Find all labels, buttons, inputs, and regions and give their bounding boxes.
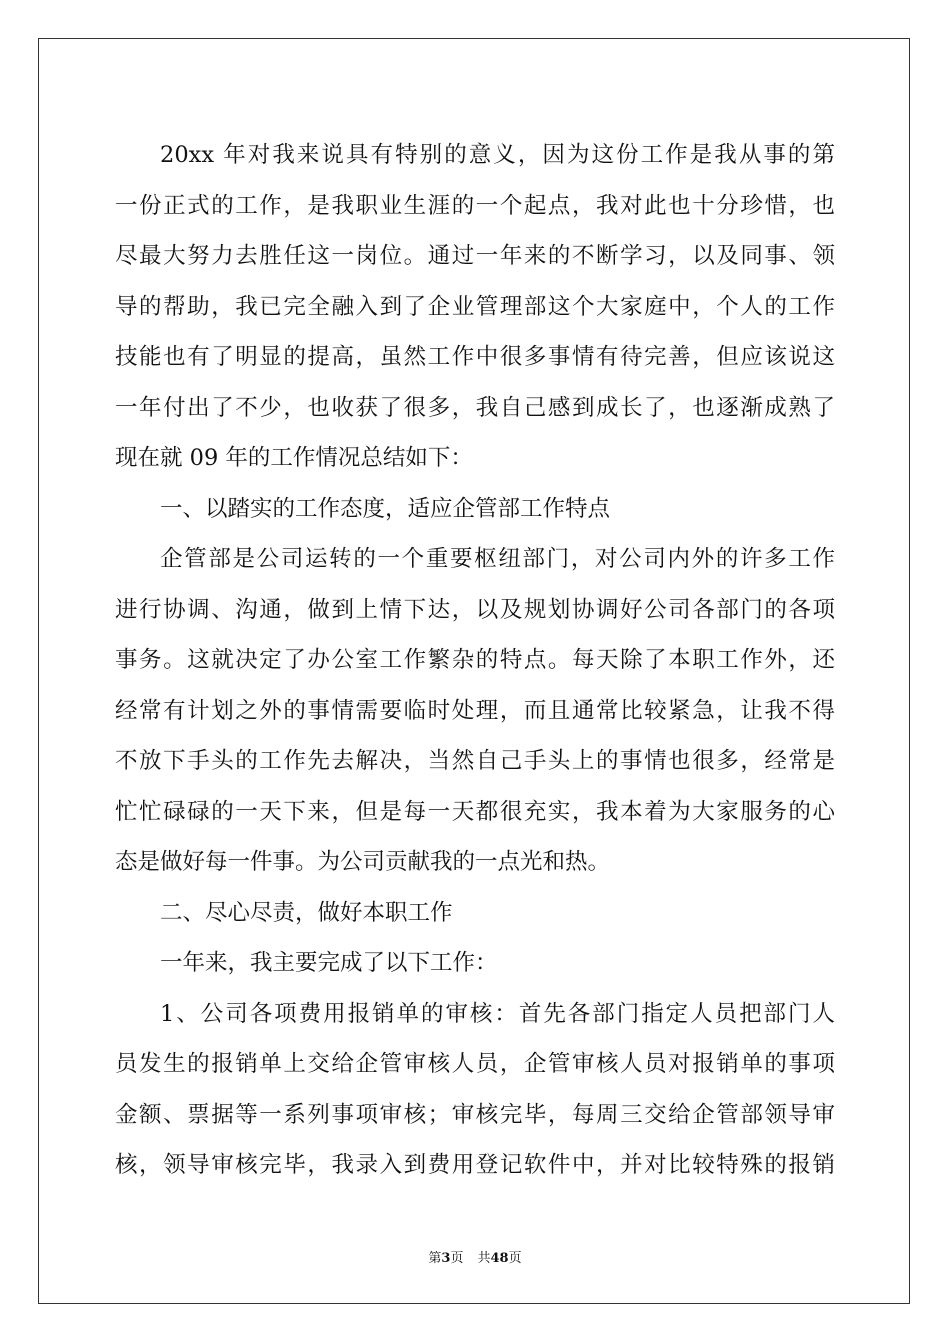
total-pages: 48	[490, 1251, 509, 1266]
text-line: 一份正式的工作，是我职业生涯的一个起点，我对此也十分珍惜，也	[115, 192, 835, 219]
text-line: 技能也有了明显的提高，虽然工作中很多事情有待完善，但应该说这	[115, 344, 835, 370]
text-line: 一年来，我主要完成了以下工作：	[160, 950, 498, 976]
text-line: 经常有计划之外的事情需要临时处理，而且通常比较紧急，让我不得	[115, 697, 835, 724]
text-line: 态是做好每一件事。为公司贡献我的一点光和热。	[115, 849, 611, 875]
section-heading: 二、尽心尽责，做好本职工作	[160, 899, 453, 926]
text-line: 不放下手头的工作先去解决，当然自己手头上的事情也很多，经常是	[115, 748, 835, 774]
footer-total-prefix: 共	[477, 1251, 491, 1266]
text-line: 现在就 09 年的工作情况总结如下：	[115, 445, 473, 471]
footer-total-suffix: 页	[508, 1251, 522, 1266]
footer-page-suffix: 页	[450, 1251, 464, 1266]
text-line: 核，领导审核完毕，我录入到费用登记软件中，并对比较特殊的报销	[115, 1152, 835, 1178]
text-line: 导的帮助，我已完全融入到了企业管理部这个大家庭中，个人的工作	[115, 293, 835, 320]
text-line: 进行协调、沟通，做到上情下达，以及规划协调好公司各部门的各项	[115, 596, 835, 623]
text-line: 员发生的报销单上交给企管审核人员，企管审核人员对报销单的事项	[115, 1051, 835, 1077]
text-line: 金额、票据等一系列事项审核；审核完毕，每周三交给企管部领导审	[115, 1101, 835, 1128]
text-line: 尽最大努力去胜任这一岗位。通过一年来的不断学习，以及同事、领	[115, 243, 835, 269]
page-number: 3	[441, 1251, 451, 1266]
text-line: 1、公司各项费用报销单的审核：首先各部门指定人员把部门人	[160, 1000, 835, 1027]
text-line: 20xx 年对我来说具有特别的意义，因为这份工作是我从事的第	[160, 142, 835, 168]
text-line: 忙忙碌碌的一天下来，但是每一天都很充实，我本着为大家服务的心	[115, 798, 835, 825]
page-footer	[0, 1247, 950, 1266]
footer-prefix: 第	[428, 1251, 442, 1266]
text-line: 事务。这就决定了办公室工作繁杂的特点。每天除了本职工作外，还	[115, 647, 835, 673]
text-line: 企管部是公司运转的一个重要枢纽部门，对公司内外的许多工作	[160, 546, 835, 572]
text-line: 一年付出了不少，也收获了很多，我自己感到成长了，也逐渐成熟了	[115, 394, 835, 421]
section-heading: 一、以踏实的工作态度，适应企管部工作特点	[160, 495, 611, 522]
document-body	[115, 130, 835, 1191]
